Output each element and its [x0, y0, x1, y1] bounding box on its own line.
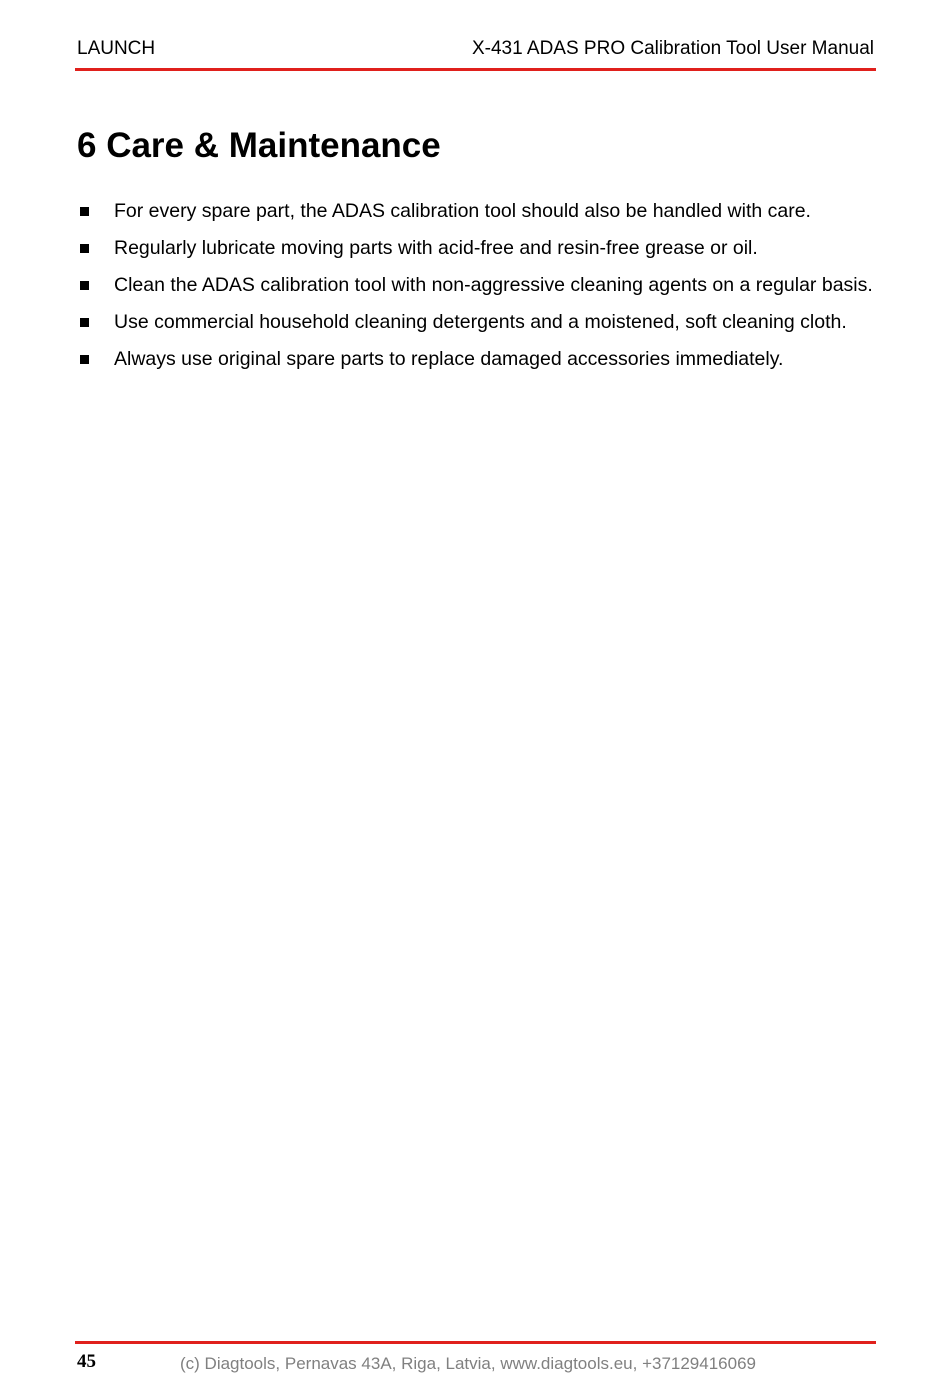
header-brand: LAUNCH: [77, 38, 156, 59]
list-item-text: Regularly lubricate moving parts with acid-free and resin-free grease or oil.: [114, 237, 758, 259]
page-header: [77, 38, 874, 66]
list-item: [77, 270, 874, 301]
header-manual-title: X-431 ADAS PRO Calibration Tool User Manual: [471, 38, 874, 59]
maintenance-list: [77, 196, 874, 381]
square-bullet-icon: [80, 281, 89, 290]
square-bullet-icon: [80, 244, 89, 253]
list-item: [77, 344, 874, 375]
square-bullet-icon: [80, 355, 89, 364]
page-number: 45: [77, 1351, 96, 1372]
square-bullet-icon: [80, 318, 89, 327]
list-item-text: Clean the ADAS calibration tool with non-aggressive cleaning agents on a regular basis.: [114, 274, 873, 296]
square-bullet-icon: [80, 207, 89, 216]
list-item-text: Use commercial household cleaning detergents and a moistened, soft cleaning cloth.: [114, 311, 847, 333]
list-item-text: Always use original spare parts to replace damaged accessories immediately.: [114, 348, 784, 370]
section-title: 6 Care & Maintenance: [77, 126, 441, 165]
footer-copyright: (c) Diagtools, Pernavas 43A, Riga, Latvia, www.diagtools.eu, +37129416069: [180, 1354, 756, 1373]
list-item: [77, 233, 874, 264]
list-item-text: For every spare part, the ADAS calibration tool should also be handled with care.: [114, 200, 811, 222]
footer-divider: [75, 1341, 876, 1344]
header-divider: [75, 68, 876, 71]
list-item: [77, 196, 874, 227]
list-item: [77, 307, 874, 338]
